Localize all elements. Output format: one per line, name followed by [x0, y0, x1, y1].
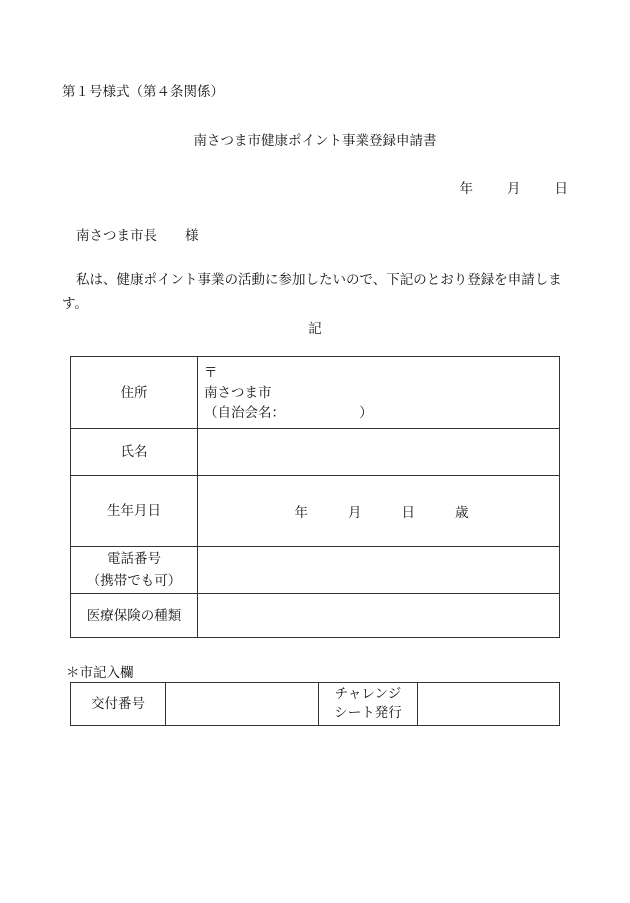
application-form-table [70, 356, 560, 638]
challenge-sheet-field[interactable] [418, 683, 560, 726]
address-city: 南さつま市 [204, 384, 272, 401]
postal-mark: 〒 [204, 364, 218, 381]
dob-year: 年 [294, 505, 308, 521]
addressee [76, 224, 199, 244]
issue-number-label: 交付番号 [71, 683, 166, 726]
insurance-label: 医療保険の種類 [71, 594, 198, 638]
challenge-label-line1: チャレンジ [334, 686, 402, 702]
document-title: 南さつま市健康ポイント事業登録申請書 [193, 133, 437, 149]
address-field[interactable] [198, 357, 560, 429]
insurance-row [71, 594, 560, 638]
insurance-field[interactable] [198, 594, 560, 638]
office-row [71, 683, 560, 726]
ki-heading: 記 [308, 321, 322, 337]
challenge-label-line2: シート発行 [334, 705, 402, 721]
date-month: 月 [507, 181, 521, 197]
addressee-honorific: 様 [185, 228, 199, 244]
name-row [71, 429, 560, 476]
phone-label-line2: （携帯でも可） [86, 573, 182, 589]
name-label: 氏名 [71, 429, 198, 476]
association-name: （自治会名： ） [204, 404, 373, 421]
office-use-table [70, 682, 560, 726]
dob-row [71, 476, 560, 547]
phone-row [71, 547, 560, 594]
phone-label [71, 547, 198, 594]
dob-field[interactable] [198, 476, 560, 547]
phone-label-line1: 電話番号 [107, 551, 161, 567]
address-row [71, 357, 560, 429]
office-use-note: ＊市記入欄 [66, 665, 134, 681]
addressee-name: 南さつま市長 [76, 228, 157, 244]
issue-number-field[interactable] [166, 683, 319, 726]
dob-label: 生年月日 [71, 476, 198, 547]
dob-age: 歳 [455, 505, 469, 521]
date-year: 年 [459, 181, 473, 197]
application-statement: 私は、健康ポイント事業の活動に参加したいので、下記のとおり登録を申請します。 [62, 272, 562, 312]
address-label: 住所 [71, 357, 198, 429]
name-field[interactable] [198, 429, 560, 476]
challenge-sheet-label [319, 683, 418, 726]
date-line [460, 177, 569, 197]
date-day: 日 [554, 181, 568, 197]
phone-field[interactable] [198, 547, 560, 594]
dob-day: 日 [401, 505, 415, 521]
dob-month: 月 [348, 505, 362, 521]
form-number: 第１号様式（第４条関係） [62, 84, 224, 100]
